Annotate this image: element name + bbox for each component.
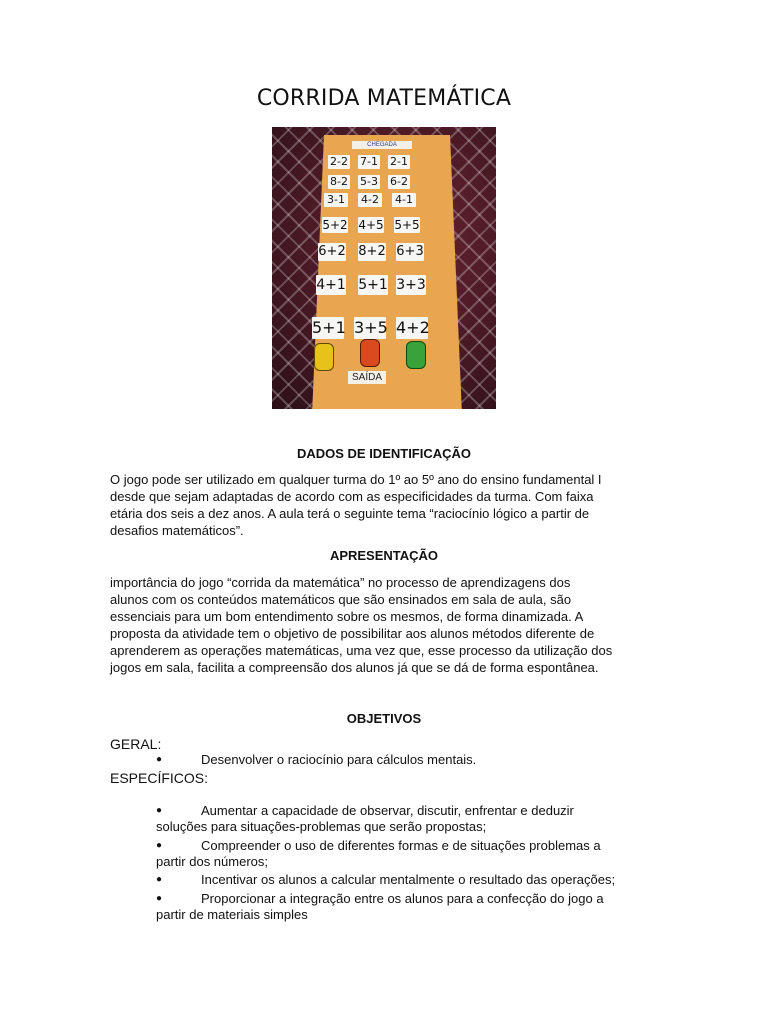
math-card: 6-2 [388, 175, 410, 189]
math-card: 4+5 [358, 218, 384, 232]
bullet-icon: ● [156, 893, 163, 904]
bullet-icon: ● [156, 874, 163, 885]
math-card: 6+2 [318, 244, 346, 259]
car-red [360, 339, 380, 367]
heading-apresentacao: APRESENTAÇÃO [329, 548, 439, 563]
list-item: ● Proporcionar a integração entre os alunos para a confecção do jogo a partir de materiais simples [156, 891, 604, 922]
math-card: 2-2 [328, 155, 350, 169]
math-card: 5+2 [322, 218, 348, 232]
car-green [406, 341, 426, 369]
text-line: O jogo pode ser utilizado em qualquer turma do 1º ao 5º ano do ensino fundamental I [110, 472, 602, 487]
text-line: jogos em sala, facilita a compreensão dos alunos já que se dá de forma espontânea. [110, 660, 599, 675]
math-card: 8+2 [358, 244, 386, 259]
math-card: 5+5 [394, 218, 420, 232]
math-card: 5+1 [358, 277, 388, 293]
game-photo [272, 127, 496, 409]
paragraph-dados [110, 471, 660, 539]
text-line: proposta da atividade tem o objetivo de possibilitar aos alunos métodos diferente de [110, 626, 595, 641]
start-label: SAÍDA [348, 371, 386, 384]
document-title: CORRIDA MATEMÁTICA [256, 86, 512, 111]
text-line: alunos com os conteúdos matemáticos que são ensinados em sala de aula, são [110, 592, 572, 607]
list-item: ● Incentivar os alunos a calcular mentalmente o resultado das operações; [156, 872, 616, 887]
math-card: 8-2 [328, 175, 350, 189]
bullet-icon: ● [156, 754, 163, 765]
paragraph-apresentacao [110, 574, 660, 676]
math-card: 3+3 [396, 277, 426, 293]
math-card: 7-1 [358, 155, 380, 169]
math-card: 6+3 [396, 244, 424, 259]
bullet-icon: ● [156, 805, 163, 816]
math-card: 5+1 [312, 318, 346, 337]
label-especificos: ESPECÍFICOS: [110, 770, 209, 786]
label-geral: GERAL: [110, 736, 162, 752]
text-line: etária dos seis a dez anos. A aula terá o seguinte tema “raciocínio lógico a partir de [110, 506, 590, 521]
math-card: 4+2 [396, 318, 430, 337]
list-item: ● Compreender o uso de diferentes formas e de situações problemas a partir dos números; [156, 838, 601, 869]
math-card: 4-1 [392, 193, 416, 207]
list-item: ● Desenvolver o raciocínio para cálculos mentais. [156, 752, 477, 767]
bullet-icon: ● [156, 840, 163, 851]
finish-label: CHEGADA [352, 141, 412, 149]
text-line: importância do jogo “corrida da matemática” no processo de aprendizagens dos [110, 575, 571, 590]
car-yellow [314, 343, 334, 371]
text-line: essenciais para um bom entendimento sobre os mesmos, de forma dinamizada. A [110, 609, 584, 624]
math-card: 5-3 [358, 175, 380, 189]
heading-dados: DADOS DE IDENTIFICAÇÃO [296, 446, 472, 461]
text-line: aprenderem as operações matemáticas, uma vez que, esse processo da utilização dos [110, 643, 613, 658]
math-card: 3-1 [324, 193, 348, 207]
text-line: desde que sejam adaptadas de acordo com as especificidades da turma. Com faixa [110, 489, 594, 504]
list-item: ● Aumentar a capacidade de observar, discutir, enfrentar e deduzir soluções para situações-problemas que serão propostas; [156, 803, 574, 834]
text-line: desafios matemáticos”. [110, 523, 244, 538]
heading-objetivos: OBJETIVOS [346, 711, 422, 726]
math-card: 3+5 [354, 318, 388, 337]
math-card: 2-1 [388, 155, 410, 169]
math-card: 4+1 [316, 277, 346, 293]
math-card: 4-2 [358, 193, 382, 207]
